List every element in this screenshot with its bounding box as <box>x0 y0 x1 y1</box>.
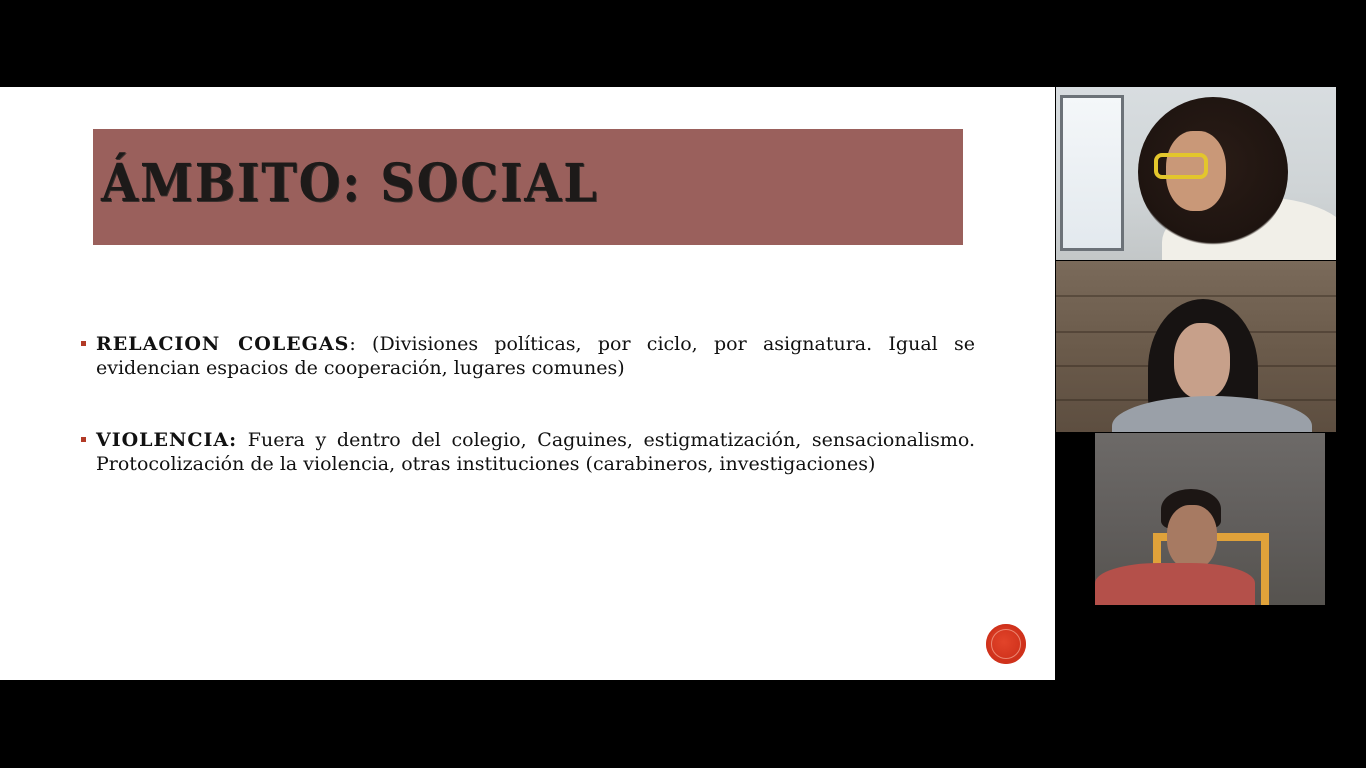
participant-figure <box>1096 87 1336 260</box>
participant-figure <box>1095 433 1325 605</box>
glasses-icon <box>1154 153 1208 179</box>
participant-video-tile[interactable] <box>1056 261 1336 432</box>
bullet-marker-icon <box>81 437 86 442</box>
slide-title: ÁMBITO: SOCIAL <box>101 153 599 214</box>
bullet-text: : (Divisiones políticas, por ciclo, por asignatura. Igual se evidencian espacios de cooperación, lugares comunes) <box>96 333 975 379</box>
list-item <box>80 332 975 380</box>
participant-video-tile[interactable] <box>1095 433 1325 605</box>
slide-logo-icon <box>986 624 1026 664</box>
slide-title-band <box>93 129 963 245</box>
participant-figure <box>1056 261 1336 432</box>
bullet-text: Fuera y dentro del colegio, Caguines, estigmatización, sensacionalismo. Protocolización de la violencia, otras instituciones (carabineros, investigaciones) <box>96 429 975 475</box>
participant-video-tile[interactable] <box>1056 87 1336 260</box>
bullet-term: RELACION COLEGAS <box>96 333 350 355</box>
list-item <box>80 428 975 476</box>
shared-slide <box>0 87 1055 680</box>
bullet-term: VIOLENCIA: <box>96 429 238 451</box>
bullet-list <box>80 332 975 524</box>
bullet-marker-icon <box>81 341 86 346</box>
